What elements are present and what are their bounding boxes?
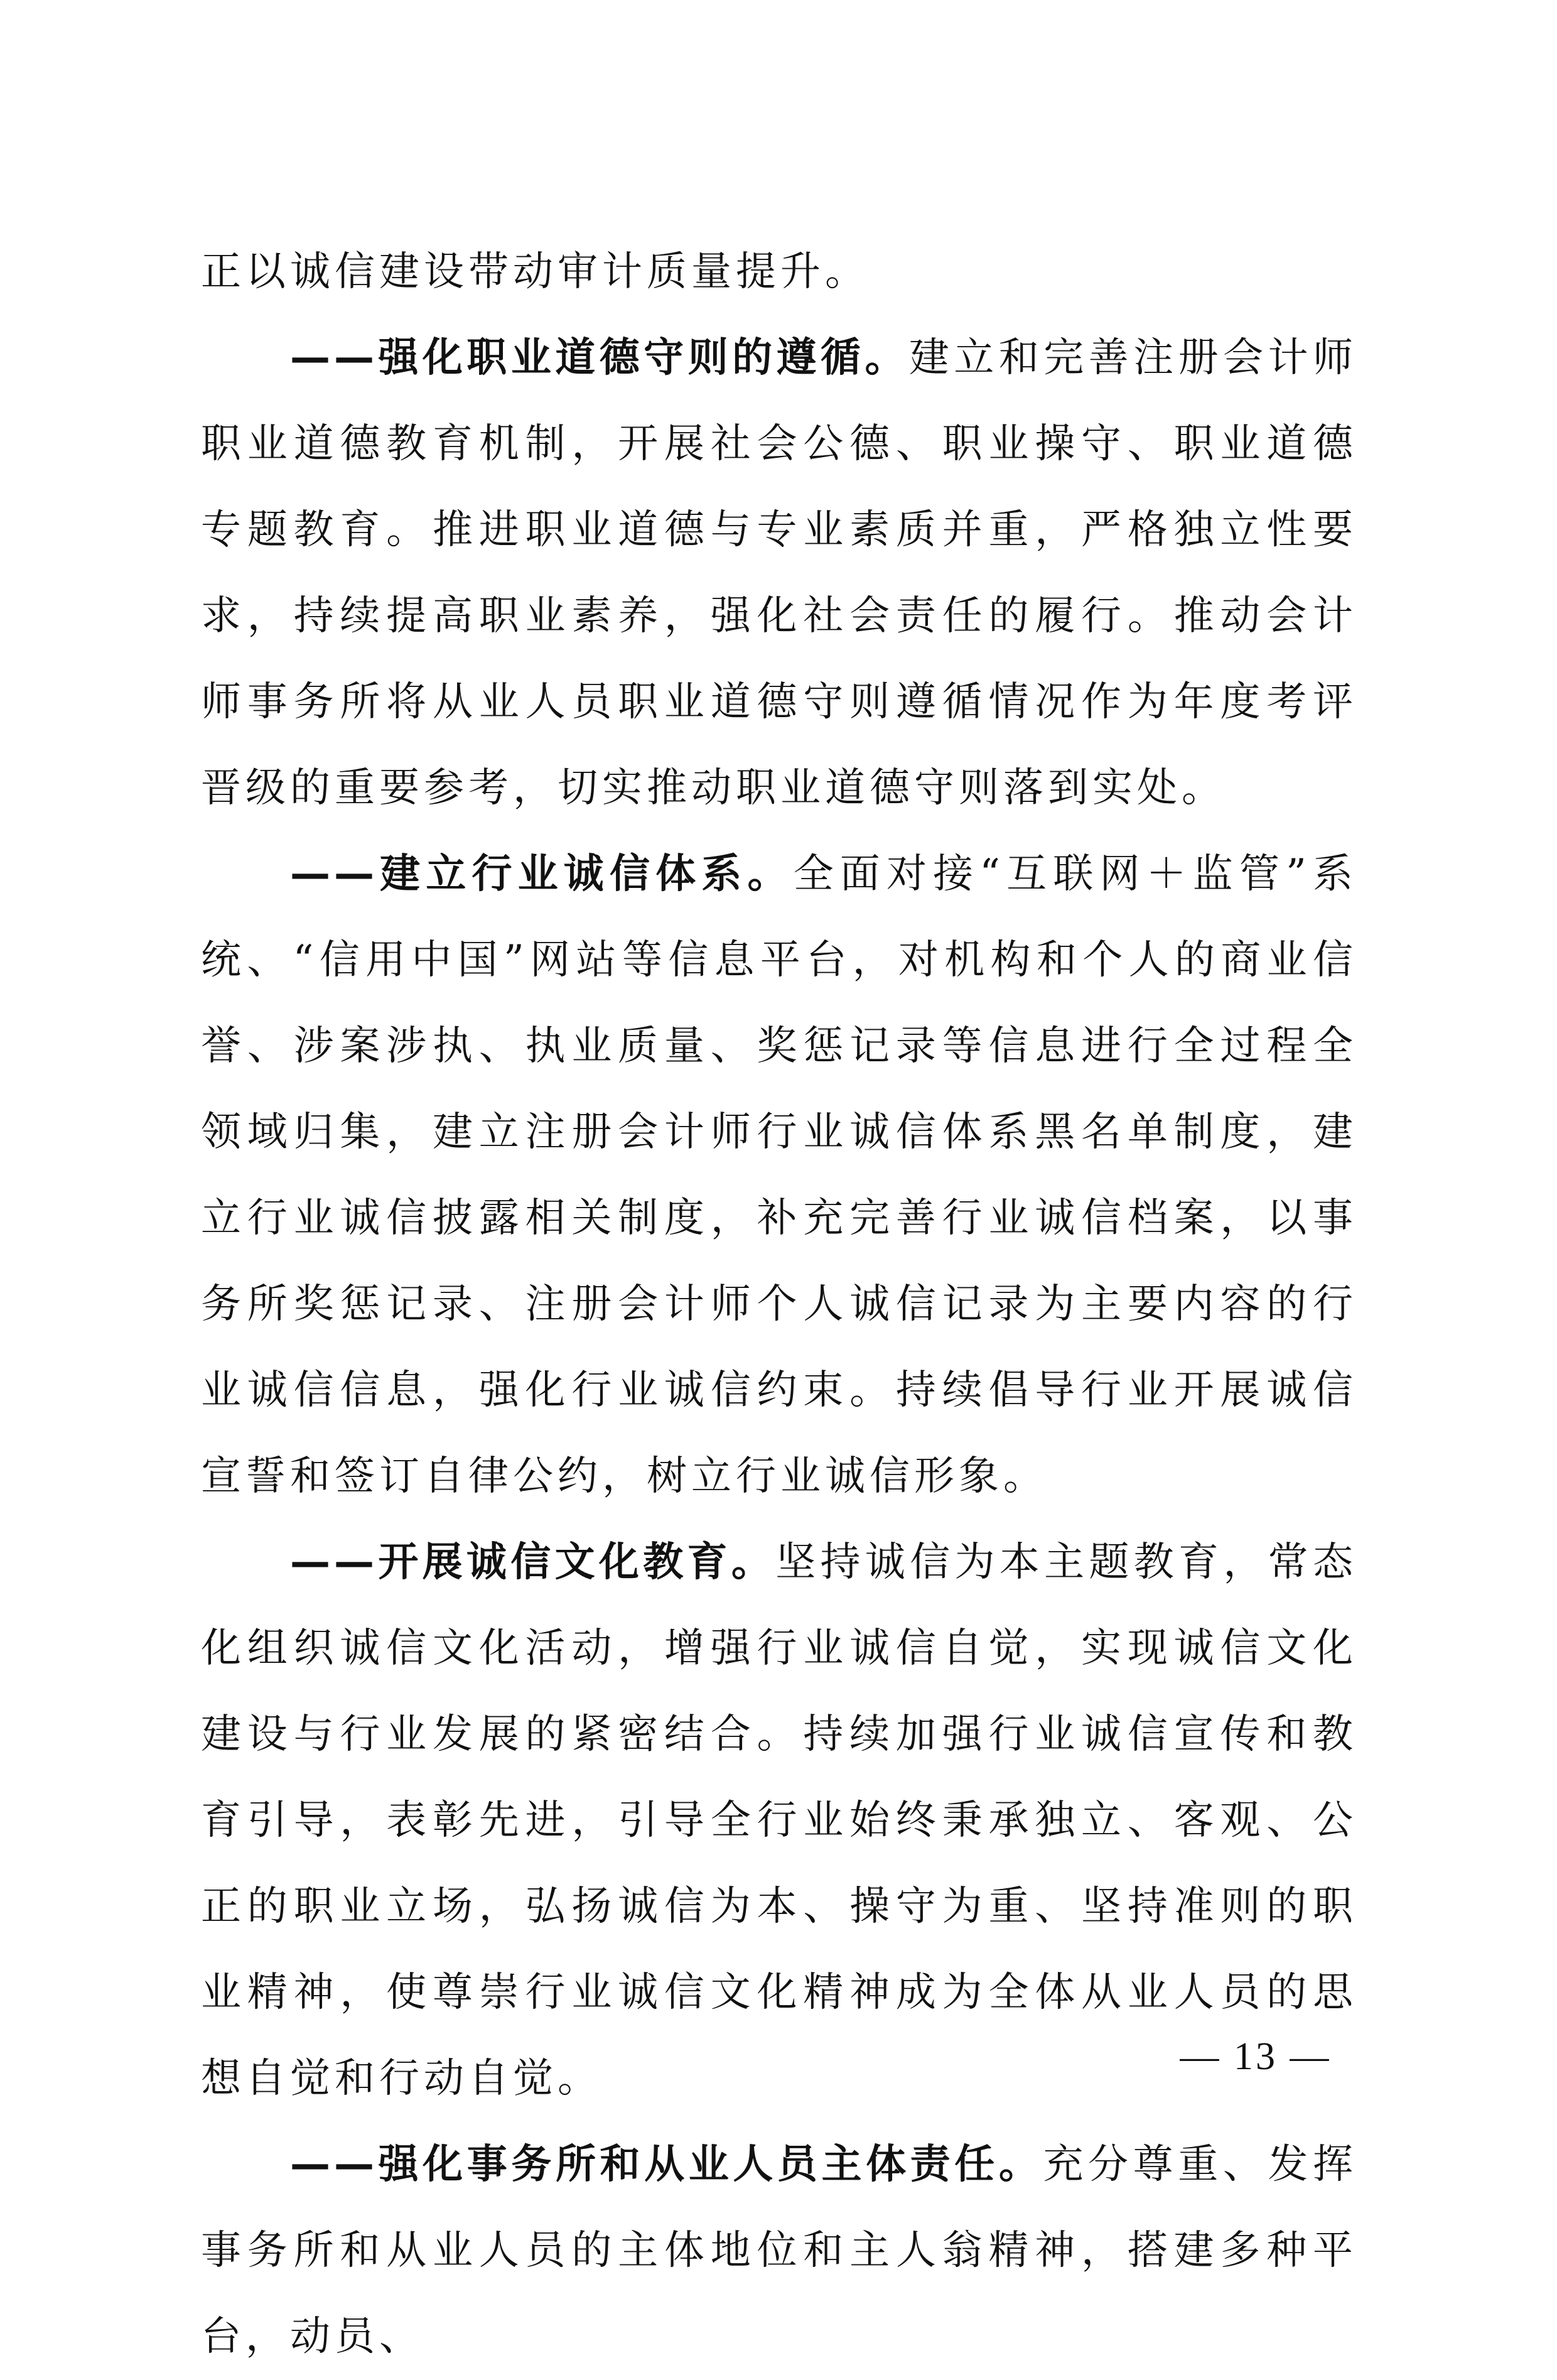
paragraph-text: 建立和完善注册会计师职业道德教育机制，开展社会公德、职业操守、职业道德专题教育。推进职业道德与专业素质并重，严格独立性要求，持续提高职业素养，强化社会责任的履行。推动会计师事务所将从业人员职业道德守则遵循情况作为年度考评晋级的重要参考，切实推动职业道德守则落到实处。 [201, 335, 1358, 811]
paragraph-professional-ethics [201, 315, 1357, 831]
paragraph-text: 正以诚信建设带动审计质量提升。 [201, 249, 870, 295]
paragraph-integrity-system [201, 831, 1357, 1520]
paragraph-heading: ——强化事务所和从业人员主体责任。 [290, 2141, 1043, 2188]
page-number: — 13 — [1180, 2035, 1332, 2078]
paragraph-heading: ——建立行业诚信体系。 [290, 851, 794, 897]
paragraph-heading: ——开展诚信文化教育。 [290, 1539, 776, 1586]
paragraph-integrity-culture [201, 1520, 1357, 2122]
paragraph-text: 全面对接“互联网＋监管”系统、“信用中国”网站等信息平台，对机构和个人的商业信誉、涉案涉执、执业质量、奖惩记录等信息进行全过程全领域归集，建立注册会计师行业诚信体系黑名单制度，建立行业诚信披露相关制度，补充完善行业诚信档案，以事务所奖惩记录、注册会计师个人诚信记录为主要内容的行业诚信信息，强化行业诚信约束。持续倡导行业开展诚信宣誓和签订自律公约，树立行业诚信形象。 [201, 851, 1358, 1500]
paragraph-subject-responsibility [201, 2122, 1357, 2380]
paragraph-text: 坚持诚信为本主题教育，常态化组织诚信文化活动，增强行业诚信自觉，实现诚信文化建设与行业发展的紧密结合。持续加强行业诚信宣传和教育引导，表彰先进，引导全行业始终秉承独立、客观、公正的职业立场，弘扬诚信为本、操守为重、坚持准则的职业精神，使尊崇行业诚信文化精神成为全体从业人员的思想自觉和行动自觉。 [201, 1539, 1358, 2102]
paragraph-heading: ——强化职业道德守则的遵循。 [290, 335, 909, 381]
paragraph-continuation [201, 229, 1357, 315]
paragraph-text: 充分尊重、发挥事务所和从业人员的主体地位和主人翁精神，搭建多种平台，动员、 [201, 2141, 1357, 2360]
